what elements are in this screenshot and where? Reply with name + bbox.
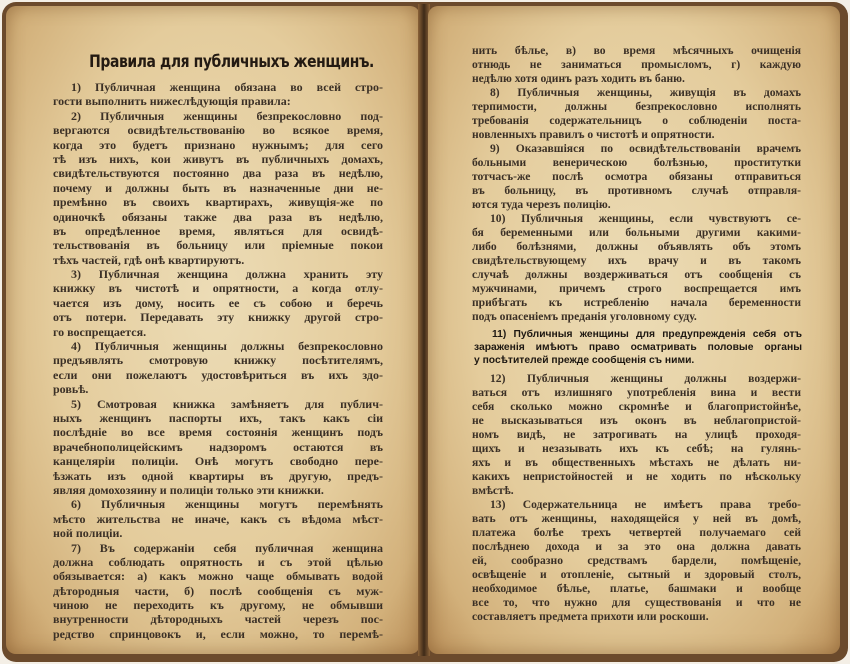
text-line: составляетъ предмета прихоти или роскоши. — [472, 610, 709, 623]
text-line: тотчасъ-же послѣ осмотра обязаны отправиться — [472, 170, 801, 183]
text-line: вмѣстѣ. — [472, 484, 514, 497]
text-line: тѣхъ частей, гдѣ онѣ квартируютъ. — [53, 252, 245, 267]
text-line: го воспрещается. — [53, 324, 147, 339]
text-line: какихъ непристойностей и не ходить по нѣскольку — [472, 470, 801, 483]
text-line: обязывается: а) какъ можно чаще обмывать водой — [53, 569, 383, 584]
rule-paragraph-start: 11) Публичныя женщины для предупрежденія себя отъ — [492, 329, 802, 340]
text-line: новленныхъ правилъ о чистотѣ и опрятности. — [472, 128, 715, 141]
text-line: необходимое бѣлье, платье, башмаки и вообще — [472, 582, 801, 595]
rule-paragraph-start: 13) Содержательница не имѣетъ права требо- — [490, 498, 801, 511]
text-line: отъ потери. Передавать эту книжку другой стро- — [53, 310, 383, 325]
text-line: подъ опасеніемъ преданія уголовному суду. — [472, 310, 697, 323]
text-line: у посѣтителей прежде сообщенія съ ними. — [474, 354, 695, 366]
text-line: ей, сообразно средствамъ бардели, помѣщеніе, — [472, 554, 801, 567]
text-line: себя сколько можно скромнѣе и благопристойнѣе, — [472, 400, 801, 413]
text-line: внутренности дѣтородныхъ частей черезъ пос- — [53, 612, 383, 627]
text-line: все то, что нужно для существованія и что не — [472, 596, 801, 609]
rule-paragraph-start: 2) Публичныя женщины безпрекословно под- — [71, 108, 383, 123]
text-line: свидѣтельствуются постоянно два раза въ недѣлю, — [53, 166, 383, 181]
text-line: почему и должны быть въ назначенные дни не- — [53, 180, 383, 195]
text-line: являя домохозяину и полиціи только эти книжки. — [53, 482, 324, 497]
text-line: освѣщеніе и отопленіе, сытный и здоровый столъ, — [472, 568, 801, 581]
text-line: вать отъ женщины, находящейся у ней въ домѣ, — [472, 512, 801, 525]
text-line: ются туда черезъ полицію. — [472, 198, 611, 211]
text-line: предъявлять смотровую книжку посѣтителямъ, — [53, 353, 383, 368]
page-title: Правила для публичныхъ женщинъ. — [89, 52, 374, 72]
rule-paragraph-start: 1) Публичная женщина обязана во всей стро- — [71, 80, 383, 94]
text-line: отнюдь не заниматься промысломъ, г) каждую — [472, 58, 801, 71]
rule-paragraph-start: 6) Публичныя женщины могутъ перемѣнять — [71, 497, 383, 512]
left-page — [6, 6, 420, 654]
text-line: либо болѣзнями, должны объявлять объ этомъ — [472, 240, 801, 253]
text-line: чиною не переходить къ другому, не обмывши — [53, 598, 383, 613]
text-line: одиночкѣ обязаны также два раза въ недѣлю, — [53, 209, 383, 224]
text-line: номъ видѣ, не затрогивать на улицѣ проходя- — [472, 428, 801, 441]
rule-11-bold — [474, 329, 802, 367]
text-line: ваться отъ излишняго употребленія вина и вести — [472, 386, 801, 399]
text-line: гости выполнить нижеслѣдующія правила: — [53, 94, 291, 109]
text-line: въ больницу, въ противномъ случаѣ отправля- — [472, 184, 801, 197]
rule-paragraph-start: 4) Публичныя женщины должны безпрекословно — [71, 339, 383, 354]
text-line: яхъ и въ общественныхъ мѣстахъ не дѣлать ни- — [472, 456, 801, 469]
text-line: щихъ и незазывать ихъ къ себѣ; на гулянь- — [472, 442, 801, 455]
right-page-text-top — [472, 44, 801, 324]
text-line: больными венерическою болѣзнью, проститутки — [472, 156, 801, 169]
text-line: канцеляріи полиціи. Онѣ могутъ свободно пере- — [53, 454, 383, 469]
text-line: зараженія имѣютъ право осматривать половые органы — [474, 341, 802, 353]
left-page-text — [53, 80, 383, 641]
rule-paragraph-start: 5) Смотровая книжка замѣняетъ для публич- — [71, 396, 383, 411]
text-line: когда это будетъ признано нужнымъ; для сего — [53, 137, 383, 152]
text-line: ной полиціи. — [53, 526, 123, 541]
text-line: недѣлю хотя одинъ разъ ходить въ баню. — [472, 72, 685, 85]
right-page-text-bottom — [472, 372, 801, 624]
text-line: ровьѣ. — [53, 382, 89, 397]
rule-paragraph-start: 10) Публичныя женщины, если чувствуютъ се- — [490, 212, 801, 225]
text-line: не высказываться изъ оконъ въ неблагопристой- — [472, 414, 801, 427]
text-line: послѣдніе во все время состоянія женщинъ подъ — [53, 425, 383, 440]
text-line: премѣнно въ своихъ квартирахъ, живущія-же по — [53, 195, 383, 210]
text-line: свидѣтельствующему ихъ врачу и въ такомъ — [472, 254, 801, 267]
right-page — [428, 6, 840, 654]
text-line: ѣзжать изъ одной квартиры въ другую, предъ- — [53, 468, 383, 483]
text-line: требованія содержательницъ о соблюденіи поста- — [472, 114, 801, 127]
rule-paragraph-start: 12) Публичныя женщины должны воздержи- — [490, 372, 801, 385]
text-line: послѣднею дохода и за это она должна давать — [472, 540, 801, 553]
text-line: книжку въ чистотѣ и опрятности, а когда отлу- — [53, 281, 383, 296]
text-line: врачебнополицейскимъ надзоромъ остаются въ — [53, 439, 383, 454]
text-line: терпимости, должны безпрекословно исполнять — [472, 100, 801, 113]
text-line: ныхъ женщинъ паспорты ихъ, такъ какъ сіи — [53, 410, 383, 425]
text-line: если они пожелаютъ удостовѣриться въ ихъ здо- — [53, 367, 383, 382]
text-line: мужчинами, причемъ строго воспрещается имъ — [472, 282, 801, 295]
rule-paragraph-start: 7) Въ содержаніи себя публичная женщина — [71, 540, 383, 555]
text-line: случаѣ должны воздерживаться отъ сообщенія съ — [472, 268, 801, 281]
text-line: дѣтородныя части, б) послѣ сообщенія съ муж- — [53, 583, 383, 598]
text-line: бя беременными или больными другими какими- — [472, 226, 801, 239]
rule-paragraph-start: 3) Публичная женщина должна хранить эту — [71, 267, 383, 282]
text-line: прибѣгать къ истребленію начала беременности — [472, 296, 801, 309]
text-line: тельствованія въ больницу или пріемные покои — [53, 238, 383, 253]
text-line: тѣ изъ нихъ, кои живутъ въ публичныхъ домахъ, — [53, 151, 383, 166]
text-line: мѣсто жительства не иначе, какъ съ вѣдома мѣст- — [53, 511, 383, 526]
rule-paragraph-start: 8) Публичныя женщины, живущія въ домахъ — [490, 86, 801, 99]
text-line: должна соблюдать опрятность и съ этой цѣлью — [53, 554, 383, 569]
text-line: чается изъ дому, носить ее съ собою и беречь — [53, 295, 383, 310]
text-line: редство спринцовокъ и, если можно, то перемѣ- — [53, 626, 383, 641]
rule-paragraph-start: 9) Оказавшіяся по освидѣтельствованіи врачемъ — [490, 142, 801, 155]
text-line: платежа болѣе трехъ четвертей получаемаго сей — [472, 526, 801, 539]
text-line: въ опредѣленное время, являться для освидѣ- — [53, 223, 383, 238]
text-line: нить бѣлье, в) во время мѣсячныхъ очищенія — [472, 44, 801, 57]
text-line: вергаются освидѣтельствованію во всякое время, — [53, 123, 383, 138]
